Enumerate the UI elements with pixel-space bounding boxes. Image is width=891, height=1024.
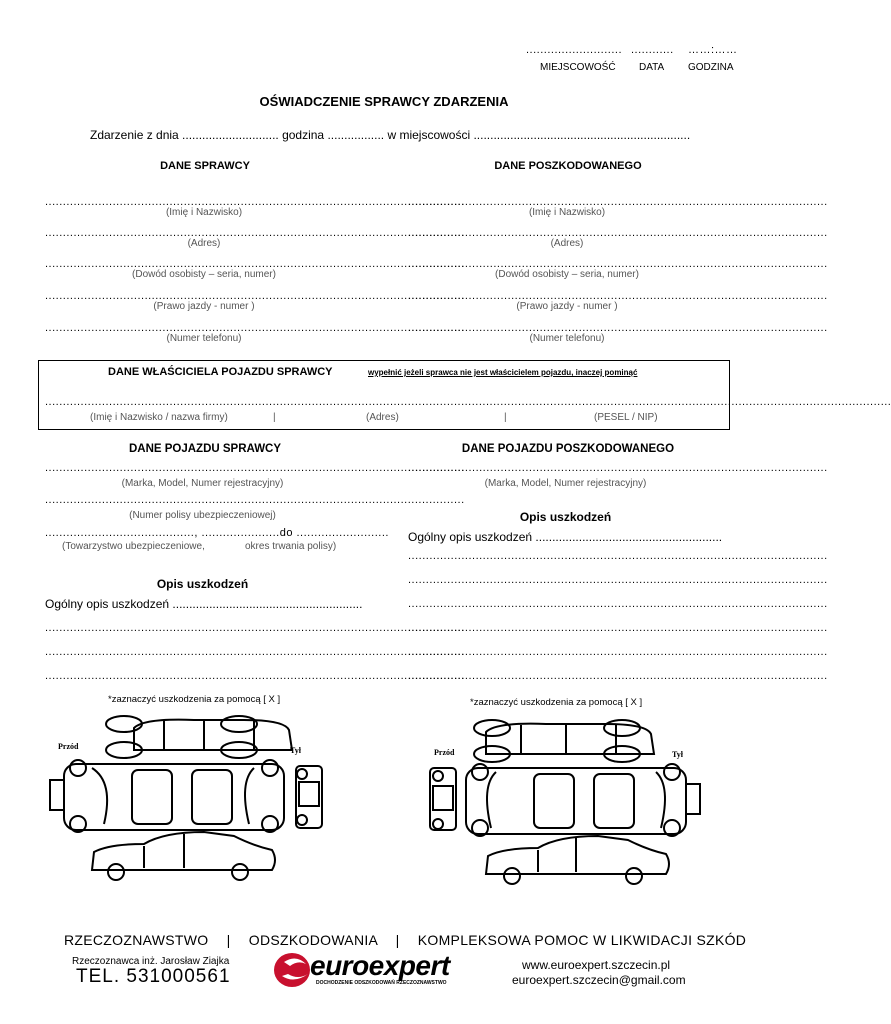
time-label: GODZINA <box>688 62 734 73</box>
vehicle-victim-make-caption: (Marka, Model, Numer rejestracyjny) <box>484 478 647 489</box>
perpetrator-field-caption: (Imię i Nazwisko) <box>165 207 243 218</box>
service-3: KOMPLEKSOWA POMOC W LIKWIDACJI SZKÓD <box>417 932 747 948</box>
victim-field-caption: (Imię i Nazwisko) <box>528 207 606 218</box>
page-title: OŚWIADCZENIE SPRAWCY ZDARZENIA <box>259 94 509 109</box>
damage-perp-line[interactable]: ...................................................................................................................... <box>45 646 465 658</box>
footer-services <box>64 932 746 948</box>
victim-field-caption: (Numer telefonu) <box>529 333 605 344</box>
car-diagram-victim[interactable] <box>426 716 726 886</box>
damage-victim-heading: Opis uszkodzeń <box>519 510 612 524</box>
front-label: Przód <box>434 748 455 757</box>
damage-perp-label[interactable]: Ogólny opis uszkodzeń ......................................................... <box>45 597 363 611</box>
damage-perp-line[interactable]: ...................................................................................................................... <box>45 622 465 634</box>
date-dots[interactable]: ............ <box>631 44 674 56</box>
perpetrator-field-dots[interactable]: ...................................................................................................................... <box>45 258 465 270</box>
owner-name-caption: (Imię i Nazwisko / nazwa firmy) <box>90 412 228 423</box>
policy-dots[interactable]: ...................................................................................................................... <box>45 494 465 506</box>
front-label: Przód <box>58 742 79 751</box>
victim-field-dots[interactable]: ...................................................................................................................... <box>408 196 828 208</box>
rear-label: Tył <box>290 746 301 755</box>
phone[interactable]: TEL. 531000561 <box>76 966 231 987</box>
damage-victim-line[interactable]: ...................................................................................................................... <box>408 550 828 562</box>
brand-name: euroexpert <box>310 950 450 981</box>
perpetrator-field-dots[interactable]: ...................................................................................................................... <box>45 322 465 334</box>
brand-sub: DOCHODZENIE ODSZKODOWAŃ RZECZOZNAWSTWO <box>316 980 447 986</box>
insurer-caption: (Towarzystwo ubezpieczeniowe, <box>62 541 205 552</box>
place-dots[interactable]: ........................... <box>526 44 623 56</box>
policy-caption: (Numer polisy ubezpieczeniowej) <box>129 510 276 521</box>
damage-victim-line[interactable]: ...................................................................................................................... <box>408 670 828 682</box>
perpetrator-heading: DANE SPRAWCY <box>160 160 250 172</box>
victim-field-caption: (Dowód osobisty – seria, numer) <box>495 269 639 280</box>
owner-dots[interactable]: .............................................................................................................................................................................................................................................. <box>45 396 891 408</box>
damage-perp-heading: Opis uszkodzeń <box>156 577 249 591</box>
victim-field-caption: (Adres) <box>550 238 584 249</box>
damage-victim-label[interactable]: Ogólny opis uszkodzeń ........................................................ <box>408 530 723 544</box>
email-link[interactable]: euroexpert.szczecin@gmail.com <box>512 973 686 987</box>
damage-victim-line[interactable]: ...................................................................................................................... <box>408 574 828 586</box>
victim-field-dots[interactable]: ...................................................................................................................... <box>408 258 828 270</box>
perpetrator-field-dots[interactable]: ...................................................................................................................... <box>45 227 465 239</box>
owner-address-caption: (Adres) <box>366 412 399 423</box>
rear-label: Tył <box>672 750 683 759</box>
date-label: DATA <box>639 62 665 73</box>
website-link[interactable]: www.euroexpert.szczecin.pl <box>522 958 671 972</box>
perpetrator-field-caption: (Prawo jazdy - numer ) <box>153 301 255 312</box>
perpetrator-field-caption: (Numer telefonu) <box>166 333 242 344</box>
owner-note: wypełnić jeżeli sprawca nie jest właścicielem pojazdu, inaczej pominąć <box>368 368 638 377</box>
insurer-line[interactable]: .........................................., ......................do .......................... <box>45 527 389 539</box>
time-dots[interactable]: ……:…… <box>688 44 738 56</box>
service-1: RZECZOZNAWSTWO <box>64 932 209 948</box>
owner-pesel-caption: (PESEL / NIP) <box>594 412 658 423</box>
victim-field-caption: (Prawo jazdy - numer ) <box>516 301 618 312</box>
victim-heading: DANE POSZKODOWANEGO <box>494 160 642 172</box>
victim-field-dots[interactable]: ...................................................................................................................... <box>408 322 828 334</box>
damage-perp-line[interactable]: ...................................................................................................................... <box>45 670 465 682</box>
service-sep: | <box>226 932 231 948</box>
service-sep: | <box>395 932 400 948</box>
damage-victim-line[interactable]: ...................................................................................................................... <box>408 646 828 658</box>
mark-note-left: *zaznaczyć uszkodzenia za pomocą [ X ] <box>108 694 281 705</box>
vehicle-victim-heading: DANE POJAZDU POSZKODOWANEGO <box>461 443 675 455</box>
owner-sep-1: | <box>273 412 276 423</box>
car-diagram-svg <box>426 716 726 886</box>
expert-name: Rzeczoznawca inż. Jarosław Ziajka <box>72 956 230 967</box>
period-caption: okres trwania polisy) <box>245 541 337 552</box>
damage-victim-line[interactable]: ...................................................................................................................... <box>408 598 828 610</box>
victim-field-dots[interactable]: ...................................................................................................................... <box>408 290 828 302</box>
place-label: MIEJSCOWOŚĆ <box>540 62 616 73</box>
perpetrator-field-dots[interactable]: ...................................................................................................................... <box>45 290 465 302</box>
service-2: ODSZKODOWANIA <box>248 932 378 948</box>
owner-heading: DANE WŁAŚCICIELA POJAZDU SPRAWCY <box>108 366 333 378</box>
owner-sep-2: | <box>504 412 507 423</box>
perpetrator-field-caption: (Adres) <box>187 238 221 249</box>
victim-field-dots[interactable]: ...................................................................................................................... <box>408 227 828 239</box>
car-diagram-svg <box>44 712 344 882</box>
perpetrator-field-dots[interactable]: ...................................................................................................................... <box>45 196 465 208</box>
mark-note-right: *zaznaczyć uszkodzenia za pomocą [ X ] <box>470 697 643 708</box>
vehicle-perp-heading: DANE POJAZDU SPRAWCY <box>128 443 282 455</box>
vehicle-victim-make-dots[interactable]: ...................................................................................................................... <box>408 462 828 474</box>
damage-victim-line[interactable]: ...................................................................................................................... <box>408 622 828 634</box>
perpetrator-field-caption: (Dowód osobisty – seria, numer) <box>132 269 276 280</box>
event-line[interactable]: Zdarzenie z dnia ............................. godzina ................. w miejscowości ................................................................. <box>90 128 691 142</box>
vehicle-perp-make-dots[interactable]: ...................................................................................................................... <box>45 462 465 474</box>
car-diagram-perp[interactable] <box>44 712 344 882</box>
vehicle-perp-make-caption: (Marka, Model, Numer rejestracyjny) <box>121 478 284 489</box>
